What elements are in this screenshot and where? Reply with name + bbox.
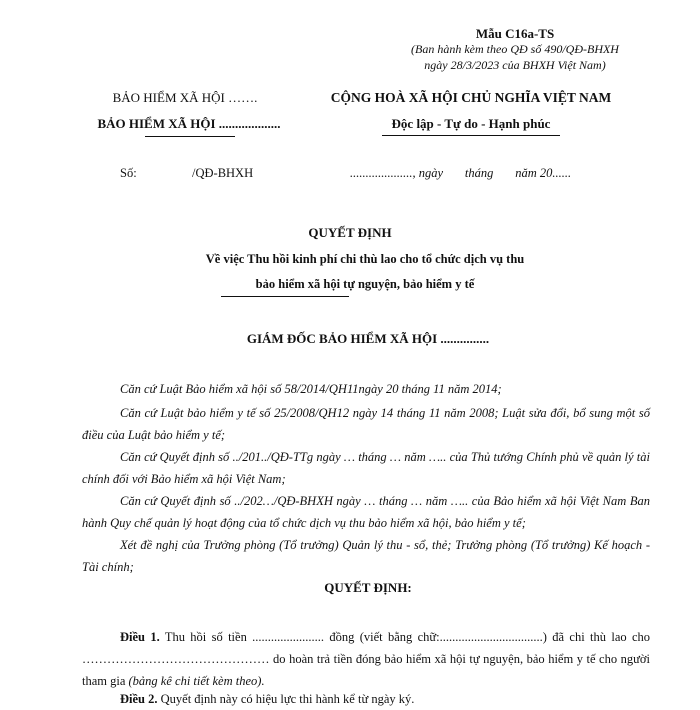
agency-underline bbox=[145, 136, 235, 137]
number-label: Số: bbox=[120, 166, 137, 180]
decision-title: QUYẾT ĐỊNH bbox=[308, 225, 392, 240]
form-code: Mẫu C16a-TS bbox=[475, 26, 555, 41]
decide-heading: QUYẾT ĐỊNH: bbox=[324, 580, 412, 595]
article-1-text: Thu hồi số tiền ....................... đồng (viết bằng chữ:.................................) đã chi thù lao cho ……………………………………… do hoàn trả tiền đóng bảo hiểm xã hội tự nguyện, bảo hiểm y tế cho người tham gia bbox=[82, 630, 651, 688]
form-note-line2: ngày 28/3/2023 của BHXH Việt Nam) bbox=[424, 58, 606, 72]
motto-underline bbox=[382, 135, 560, 136]
national-motto: Độc lập - Tự do - Hạnh phúc bbox=[391, 116, 551, 131]
agency-parent: BẢO HIỂM XÃ HỘI ……. bbox=[112, 90, 258, 105]
basis-social-insurance-law: Căn cứ Luật Bảo hiểm xã hội số 58/2014/QH11ngày 20 tháng 11 năm 2014; bbox=[120, 382, 502, 396]
basis-health-insurance-law: Căn cứ Luật bảo hiểm y tế số 25/2008/QH12 ngày 14 tháng 11 năm 2008; Luật sửa đổi, bổ sung một số điều của Luật bảo hiểm y tế; bbox=[82, 406, 650, 442]
basis-pm-decision: Căn cứ Quyết định số ../201../QĐ-TTg ngày … tháng … năm ….. của Thủ tướng Chính phủ về quản lý tài chính đối với Bảo hiểm xã hội Việt Nam; bbox=[82, 450, 650, 486]
basis-vss-decision: Căn cứ Quyết định số ../202…/QĐ-BHXH ngày … tháng … năm ….. của Bảo hiểm xã hội Việt Nam Ban hành Quy chế quản lý hoạt động của tổ chức dịch vụ thu bảo hiểm xã hội, bảo hiểm y tế; bbox=[82, 494, 650, 530]
article-1-label: Điều 1. bbox=[120, 630, 160, 644]
republic-title: CỘNG HOÀ XÃ HỘI CHỦ NGHĨA VIỆT NAM bbox=[330, 90, 612, 105]
issue-date: ...................., ngày tháng năm 20...... bbox=[350, 166, 572, 180]
number-suffix: /QĐ-BHXH bbox=[192, 166, 254, 180]
article-1 bbox=[82, 626, 650, 692]
director-title: GIÁM ĐỐC BẢO HIỂM XÃ HỘI ............... bbox=[246, 331, 490, 346]
form-note-line1: (Ban hành kèm theo QĐ số 490/QĐ-BHXH bbox=[411, 42, 619, 56]
article-2-text: Quyết định này có hiệu lực thi hành kể từ ngày ký. bbox=[157, 692, 415, 706]
article-2 bbox=[82, 688, 650, 710]
subject-underline bbox=[221, 296, 349, 297]
agency-name: BẢO HIỂM XÃ HỘI ................... bbox=[97, 116, 281, 131]
decision-subject-line1: Về việc Thu hồi kinh phí chi thù lao cho tổ chức dịch vụ thu bbox=[205, 252, 525, 266]
decision-subject-line2: bảo hiểm xã hội tự nguyện, bảo hiểm y tế bbox=[255, 277, 475, 291]
basis-proposal: Xét đề nghị của Trưởng phòng (Tổ trưởng) Quản lý thu - sổ, thẻ; Trưởng phòng (Tổ trưởng) Kế hoạch - Tài chính; bbox=[82, 538, 650, 574]
article-1-note: (bảng kê chi tiết kèm theo). bbox=[128, 674, 265, 688]
article-2-label: Điều 2. bbox=[120, 692, 158, 706]
